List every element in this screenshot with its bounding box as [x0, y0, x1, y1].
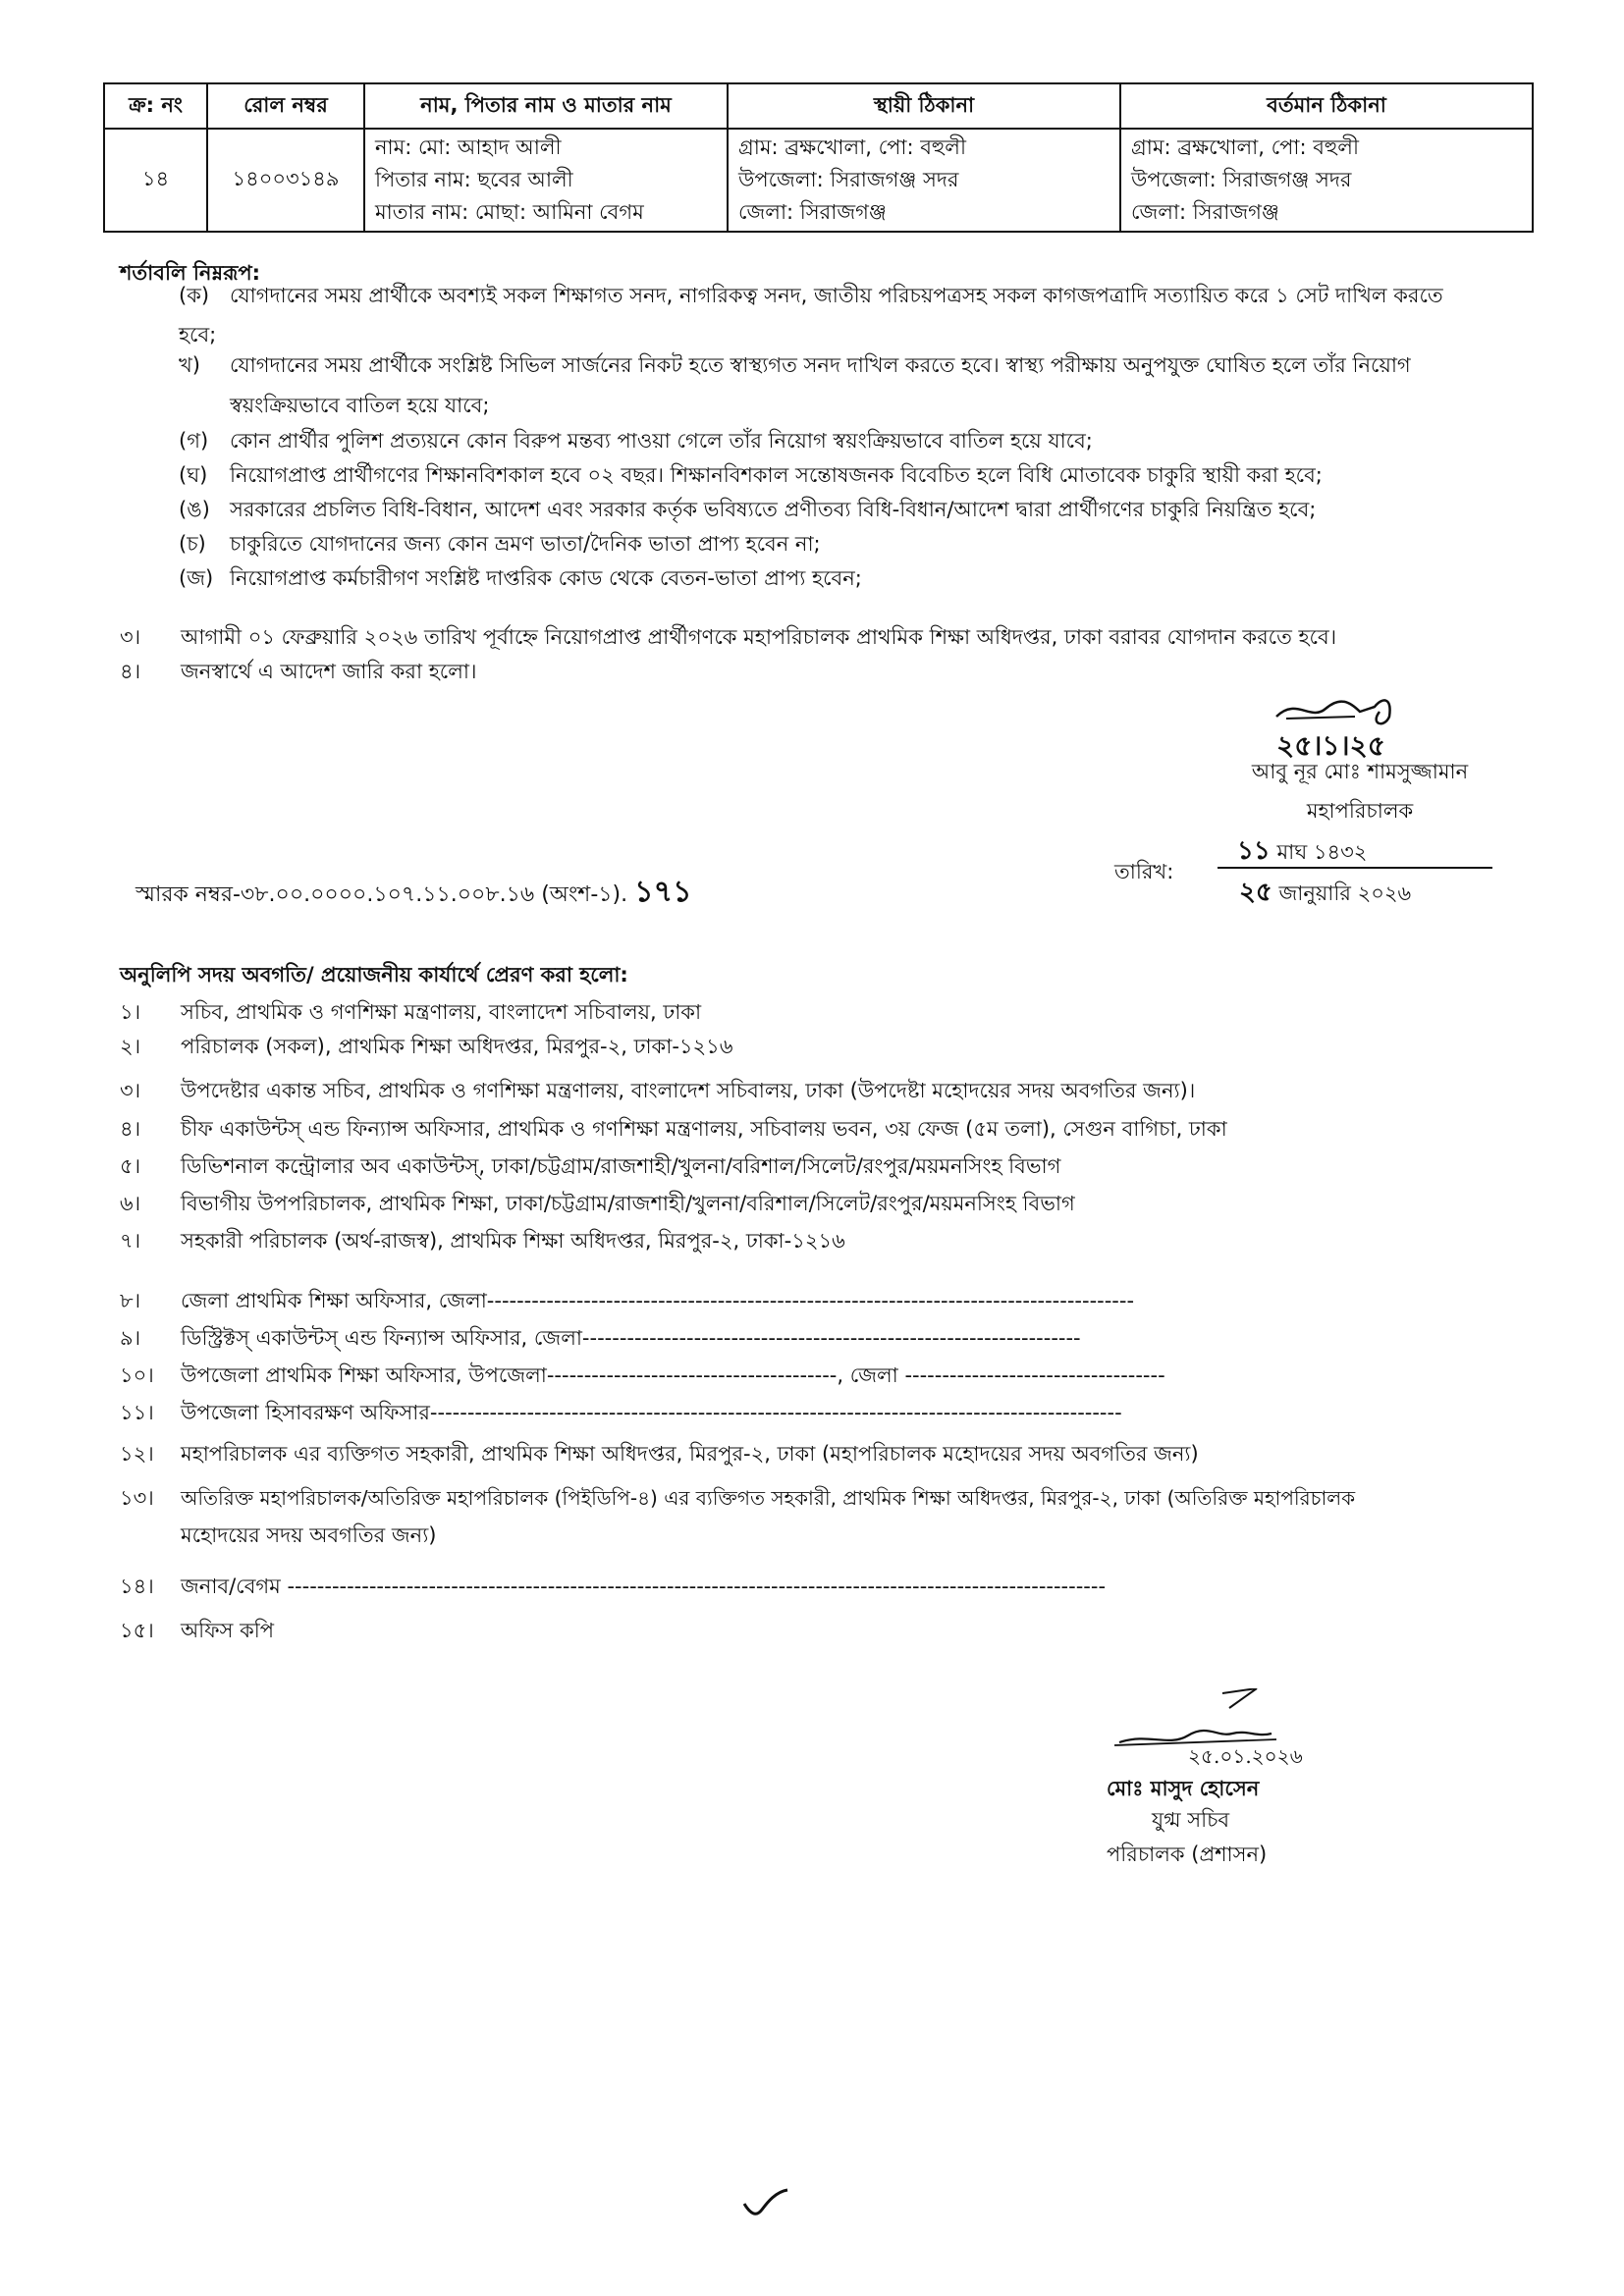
- item-number: ১৩।: [120, 1486, 154, 1510]
- list-item: [120, 1322, 1081, 1357]
- item-text: ডিস্ট্রিক্টস্ একাউন্টস্ এন্ড ফিন্যান্স অফিসার, জেলা-------------------------------------------------------------------: [181, 1326, 1081, 1350]
- mother-name-line: মাতার নাম: মোছা: আমিনা বেগম: [375, 200, 644, 224]
- item-text: সচিব, প্রাথমিক ও গণশিক্ষা মন্ত্রণালয়, বাংলাদেশ সচিবালয়, ঢাকা: [181, 1000, 702, 1024]
- item-text: উপজেলা প্রাথমিক শিক্ষা অফিসার, উপজেলা---------------------------------------, জেলা -----------------------------------: [181, 1363, 1165, 1387]
- list-item: [120, 1482, 1355, 1517]
- condition-cha: [179, 528, 821, 562]
- condition-text: কোন প্রার্থীর পুলিশ প্রত্যয়নে কোন বিরুপ মন্তব্য পাওয়া গেলে তাঁর নিয়োগ স্বয়ংক্রিয়ভাবে বাতিল হয়ে যাবে;: [230, 429, 1093, 453]
- date-label: তারিখ:: [1114, 860, 1174, 883]
- list-item: [120, 1438, 1199, 1472]
- date-english: [1239, 872, 1411, 915]
- permanent-village: গ্রাম: ব্রক্ষখোলা, পো: বহুলী: [738, 135, 966, 159]
- list-item: [120, 1188, 1075, 1222]
- para-text: আগামী ০১ ফেব্রুয়ারি ২০২৬ তারিখ পূর্বাহ্নে নিয়োগপ্রাপ্ত প্রার্থীগণকে মহাপরিচালক প্রাথমিক শিক্ষা অধিদপ্তর, ঢাকা বরাবর যোগদান করতে হবে।: [181, 625, 1337, 649]
- condition-ga: [179, 425, 1093, 459]
- para-number: ৪।: [120, 660, 141, 683]
- cell-permanent-address: [728, 129, 1120, 232]
- cell-serial: ১৪: [104, 129, 207, 232]
- item-text: জনাব/বেগম --------------------------------------------------------------------------------------------------------------: [181, 1575, 1107, 1598]
- present-district: জেলা: সিরাজগঞ্জ: [1131, 200, 1279, 224]
- condition-kha: [179, 349, 1411, 384]
- signatory2-designation1: যুগ্ম সচিব: [1152, 1808, 1230, 1832]
- condition-text: স্বয়ংক্রিয়ভাবে বাতিল হয়ে যাবে;: [230, 394, 490, 417]
- date-english-day: ২৫: [1239, 878, 1272, 907]
- memo-handwritten-number: ১৭১: [634, 875, 692, 909]
- header-roll: রোল নম্বর: [207, 83, 364, 129]
- condition-text: নিয়োগপ্রাপ্ত প্রার্থীগণের শিক্ষানবিশকাল হবে ০২ বছর। শিক্ষানবিশকাল সন্তোষজনক বিবেচিত হলে বিধি মোতাবেক চাকুরি স্থায়ী করা হবে;: [230, 463, 1323, 487]
- item-text: উপজেলা হিসাবরক্ষণ অফিসার---------------------------------------------------------------------------------------------: [181, 1401, 1122, 1424]
- list-item: [120, 1571, 1106, 1605]
- item-text: বিভাগীয় উপপরিচালক, প্রাথমিক শিক্ষা, ঢাকা/চট্টগ্রাম/রাজশাহী/খুলনা/বরিশাল/সিলেট/রংপুর/ময়মনসিংহ বিভাগ: [181, 1192, 1075, 1215]
- condition-ka: [179, 280, 1443, 314]
- condition-label: (জ): [179, 566, 214, 590]
- item-number: ৪।: [120, 1117, 141, 1141]
- condition-kha-cont: [230, 390, 489, 424]
- para-number: ৩।: [120, 625, 141, 649]
- father-name-line: পিতার নাম: ছবের আলী: [375, 168, 573, 191]
- item-number: ৩।: [120, 1079, 141, 1102]
- date-divider: [1218, 867, 1492, 869]
- para-3: [120, 621, 1336, 656]
- item-text: অতিরিক্ত মহাপরিচালক/অতিরিক্ত মহাপরিচালক (পিইডিপি-৪) এর ব্যক্তিগত সহকারী, প্রাথমিক শিক্ষা অধিদপ্তর, মিরপুর-২, ঢাকা (অতিরিক্ত মহাপরিচালক: [181, 1486, 1356, 1510]
- list-item-cont: [181, 1520, 436, 1554]
- condition-label: খ): [179, 353, 200, 377]
- item-number: ৮।: [120, 1289, 141, 1312]
- para-4: [120, 656, 476, 690]
- table-header-row: [104, 83, 1533, 129]
- condition-label: (চ): [179, 532, 206, 556]
- condition-label: (গ): [179, 429, 209, 453]
- signature1-date: ২৫।১।২৫: [1276, 729, 1385, 762]
- memo-text: স্মারক নম্বর-৩৮.০০.০০০০.১০৭.১১.০০৮.১৬ (অংশ-১).: [135, 882, 628, 907]
- item-number: ৬।: [120, 1192, 141, 1215]
- condition-label: (ঘ): [179, 463, 208, 487]
- list-item: [120, 1225, 845, 1259]
- present-upazila: উপজেলা: সিরাজগঞ্জ সদর: [1131, 168, 1352, 191]
- item-number: ৯।: [120, 1326, 141, 1350]
- conditions-heading: শর্তাবলি নিম্নরূপ:: [120, 261, 261, 285]
- list-item: [120, 1360, 1165, 1394]
- header-serial: ক্র: নং: [104, 83, 207, 129]
- date-english-month-year: জানুয়ারি ২০২৬: [1278, 881, 1412, 905]
- permanent-district: জেলা: সিরাজগঞ্জ: [738, 200, 887, 224]
- item-text: উপদেষ্টার একান্ত সচিব, প্রাথমিক ও গণশিক্ষা মন্ত্রণালয়, বাংলাদেশ সচিবালয়, ঢাকা (উপদেষ্টা মহোদয়ের সদয় অবগতির জন্য)।: [181, 1079, 1196, 1102]
- item-number: ১২।: [120, 1442, 154, 1466]
- list-item: [120, 1031, 732, 1065]
- list-item: [120, 1615, 274, 1649]
- item-text: ডিভিশনাল কন্ট্রোলার অব একাউন্টস্, ঢাকা/চট্টগ্রাম/রাজশাহী/খুলনা/বরিশাল/সিলেট/রংপুর/ময়মনসিংহ বিভাগ: [181, 1154, 1061, 1178]
- condition-gha: [179, 459, 1323, 494]
- list-item: [120, 996, 701, 1031]
- item-number: ১১।: [120, 1401, 154, 1424]
- item-number: ৫।: [120, 1154, 141, 1178]
- item-text: পরিচালক (সকল), প্রাথমিক শিক্ষা অধিদপ্তর, মিরপুর-২, ঢাকা-১২১৬: [181, 1035, 733, 1058]
- header-present-address: বর্তমান ঠিকানা: [1120, 83, 1533, 129]
- item-number: ১০।: [120, 1363, 154, 1387]
- item-number: ১।: [120, 1000, 141, 1024]
- list-item: [120, 1150, 1060, 1185]
- distribution-heading: অনুলিপি সদয় অবগতি/ প্রয়োজনীয় কার্যার্থে প্রেরণ করা হলো:: [120, 963, 628, 987]
- signatory1-designation: মহাপরিচালক: [1306, 799, 1414, 823]
- para-text: জনস্বার্থে এ আদেশ জারি করা হলো।: [181, 660, 477, 683]
- item-text: সহকারী পরিচালক (অর্থ-রাজস্ব), প্রাথমিক শিক্ষা অধিদপ্তর, মিরপুর-২, ঢাকা-১২১৬: [181, 1229, 845, 1253]
- item-number: ১৫।: [120, 1619, 154, 1642]
- date-bangla-day: ১১: [1237, 836, 1271, 866]
- condition-text: যোগদানের সময় প্রার্থীকে অবশ্যই সকল শিক্ষাগত সনদ, নাগরিকত্ব সনদ, জাতীয় পরিচয়পত্রসহ সকল কাগজপত্রাদি সত্যায়িত করে ১ সেট দাখিল করতে: [230, 284, 1443, 307]
- item-text: মহাপরিচালক এর ব্যক্তিগত সহকারী, প্রাথমিক শিক্ষা অধিদপ্তর, মিরপুর-২, ঢাকা (মহাপরিচালক মহোদয়ের সদয় অবগতির জন্য): [181, 1442, 1199, 1466]
- memo-number: [135, 868, 692, 918]
- signatory2-designation2: পরিচালক (প্রশাসন): [1107, 1842, 1268, 1866]
- condition-text: সরকারের প্রচলিত বিধি-বিধান, আদেশ এবং সরকার কর্তৃক ভবিষ্যতে প্রণীতব্য বিধি-বিধান/আদেশ দ্বারা প্রার্থীগণের চাকুরি নিয়ন্ত্রিত হবে;: [230, 498, 1317, 521]
- header-permanent-address: স্থায়ী ঠিকানা: [728, 83, 1120, 129]
- item-text: অফিস কপি: [181, 1619, 275, 1642]
- item-text: জেলা প্রাথমিক শিক্ষা অফিসার, জেলা---------------------------------------------------------------------------------------: [181, 1289, 1135, 1312]
- table-row: [104, 129, 1533, 232]
- cell-name: [364, 129, 728, 232]
- permanent-upazila: উপজেলা: সিরাজগঞ্জ সদর: [738, 168, 959, 191]
- item-text: মহোদয়ের সদয় অবগতির জন্য): [181, 1523, 437, 1547]
- cell-roll: ১৪০০৩১৪৯: [207, 129, 364, 232]
- signatory2-name: মোঃ মাসুদ হোসেন: [1107, 1777, 1260, 1800]
- cell-present-address: [1120, 129, 1533, 232]
- list-item: [120, 1285, 1134, 1319]
- item-number: ২।: [120, 1035, 141, 1058]
- list-item: [120, 1075, 1195, 1109]
- header-name: নাম, পিতার নাম ও মাতার নাম: [364, 83, 728, 129]
- list-item: [120, 1113, 1227, 1148]
- signature2-date: ২৫.০১.২০২৬: [1188, 1744, 1303, 1768]
- present-village: গ্রাম: ব্রক্ষখোলা, পো: বহুলী: [1131, 135, 1359, 159]
- name-line: নাম: মো: আহাদ আলী: [375, 135, 562, 159]
- condition-label: (ঙ): [179, 498, 210, 521]
- item-text: চীফ একাউন্টস্ এন্ড ফিন্যান্স অফিসার, প্রাথমিক ও গণশিক্ষা মন্ত্রণালয়, সচিবালয় ভবন, ৩য় ফেজ (৫ম তলা), সেগুন বাগিচা, ঢাকা: [181, 1117, 1227, 1141]
- page-mark-icon: [736, 2184, 795, 2223]
- condition-label: (ক): [179, 284, 210, 307]
- signatory1-name: আবু নূর মোঃ শামসুজ্জামান: [1251, 760, 1469, 783]
- list-item: [120, 1397, 1122, 1431]
- condition-text: যোগদানের সময় প্রার্থীকে সংশ্লিষ্ট সিভিল সার্জনের নিকট হতে স্বাস্থ্যগত সনদ দাখিল করতে হবে। স্বাস্থ্য পরীক্ষায় অনুপযুক্ত ঘোষিত হলে তাঁর নিয়োগ: [230, 353, 1411, 377]
- condition-text: চাকুরিতে যোগদানের জন্য কোন ভ্রমণ ভাতা/দৈনিক ভাতা প্রাপ্য হবেন না;: [230, 532, 821, 556]
- condition-text: নিয়োগপ্রাপ্ত কর্মচারীগণ সংশ্লিষ্ট দাপ্তরিক কোড থেকে বেতন-ভাতা প্রাপ্য হবেন;: [230, 566, 862, 590]
- condition-ka-cont: [179, 319, 216, 353]
- condition-text: হবে;: [179, 323, 217, 347]
- condition-uma: [179, 494, 1316, 528]
- item-number: ৭।: [120, 1229, 141, 1253]
- candidate-table: [103, 82, 1534, 233]
- item-number: ১৪।: [120, 1575, 154, 1598]
- condition-ja: [179, 562, 862, 597]
- date-bangla-month-year: মাঘ ১৪৩২: [1276, 840, 1368, 864]
